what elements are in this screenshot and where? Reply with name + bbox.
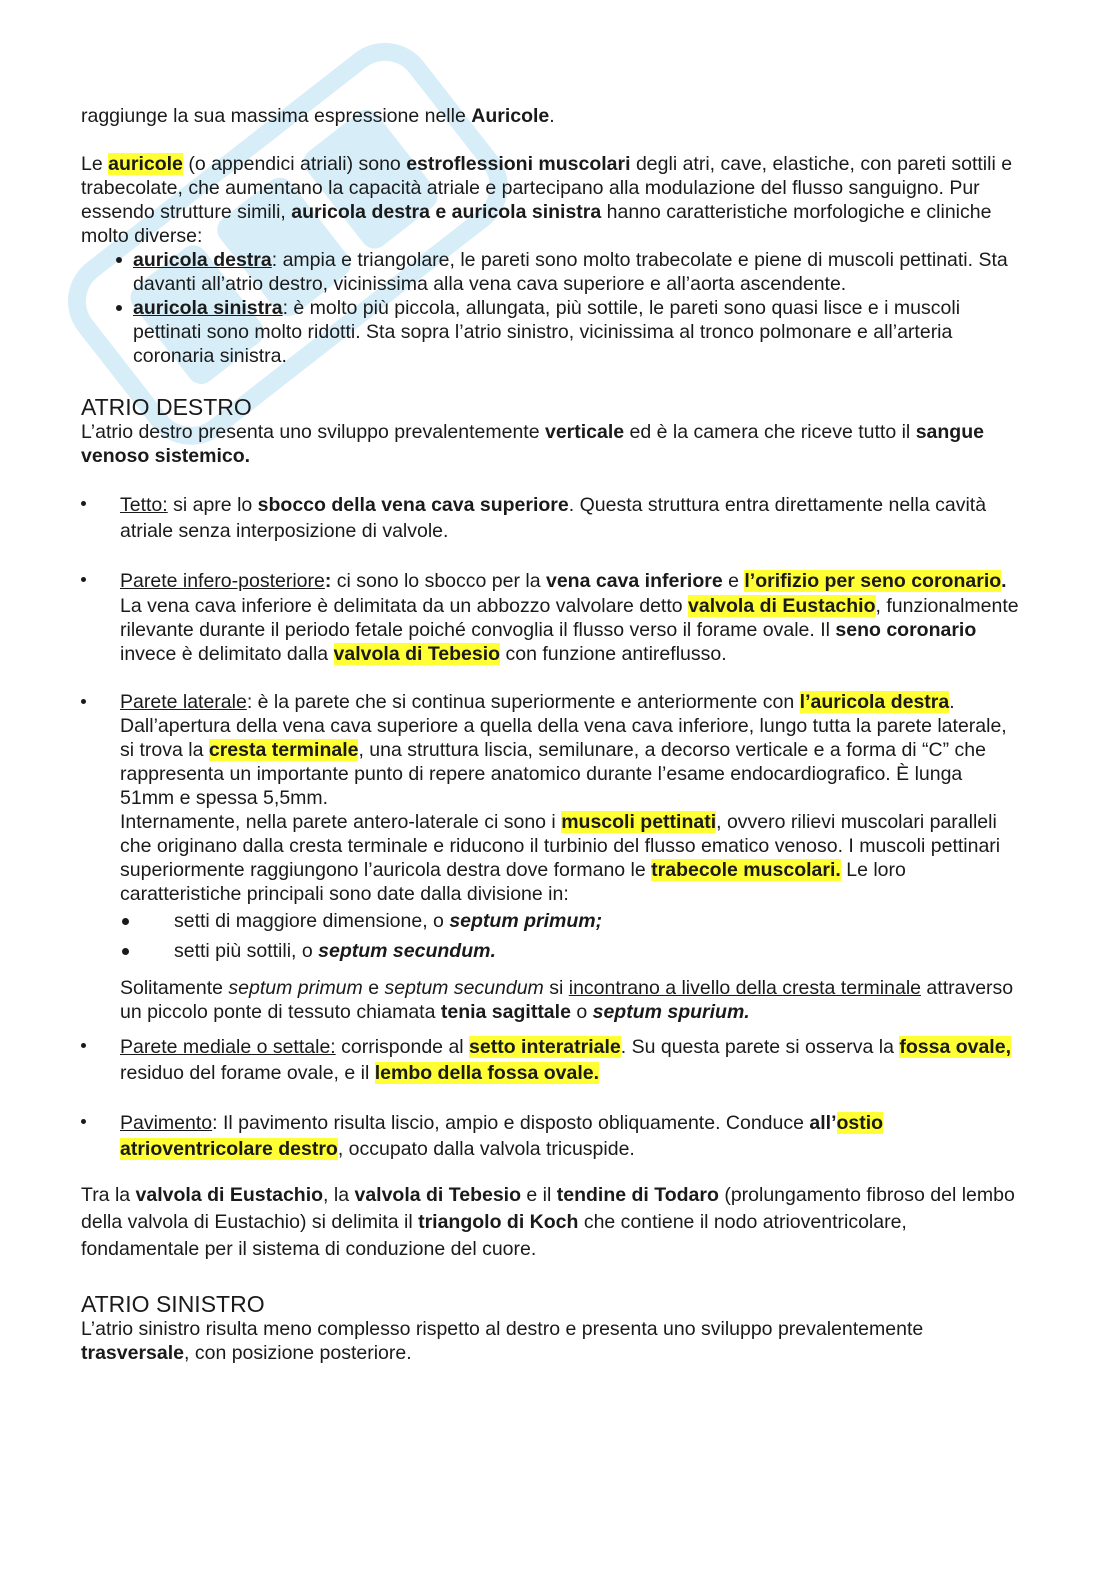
auricole-list — [81, 248, 1021, 368]
bullet-icon — [116, 305, 122, 311]
bullet-icon — [122, 948, 129, 955]
auricole-paragraph: Le auricole (o appendici atriali) sono estroflessioni muscolari degli atri, cave, elastiche, con pareti sottili e trabecolate, che aumentano la capacità atriale e partecipano alla modulazione del flusso sanguigno. Pur essendo strutture simili, auricola destra e auricola sinistra hanno caratteristiche morfologiche e cliniche molto diverse: — [81, 153, 1013, 247]
bullet-icon — [116, 257, 122, 263]
atrio-destro-intro: L’atrio destro presenta uno sviluppo prevalentemente verticale ed è la camera che riceve tutto il sangue venoso sistemico. — [81, 421, 984, 467]
septum-list — [81, 906, 1021, 966]
bullet-icon — [81, 1119, 86, 1124]
koch-paragraph: Tra la valvola di Eustachio, la valvola di Tebesio e il tendine di Todaro (prolungamento fibroso del lembo della valvola di Eustachio) si delimita il triangolo di Koch che contiene il nodo atrioventricolare, fondamentale per il sistema di conduzione del cuore. — [81, 1184, 1015, 1260]
septum-note: Solitamente septum primum e septum secundum si incontrano a livello della cresta terminale attraverso un piccolo ponte di tessuto chiamata tenia sagittale o septum spurium. — [120, 977, 1014, 1023]
bullet-icon — [81, 577, 86, 582]
document-page — [81, 104, 1021, 1365]
intro-line: raggiunge la sua massima espressione nelle Auricole. — [81, 105, 555, 127]
bullet-icon — [81, 699, 86, 704]
list-item-tetto: Tetto: si apre lo sbocco della vena cava superiore. Questa struttura entra direttamente nella cavità atriale senza interposizione di valvole. — [81, 492, 1021, 544]
bullet-icon — [81, 1043, 86, 1048]
list-item: auricola sinistra: è molto più piccola, allungata, più sottile, le pareti sono quasi lisce e i muscoli pettinati sono molto ridotti. Sta sopra l’atrio sinistro, vicinissima al tronco polmonare e all’arteria coronaria sinistra. — [133, 296, 1021, 368]
list-item: setti di maggiore dimensione, o septum primum; — [174, 906, 1021, 936]
atrio-destro-list — [81, 492, 1021, 1162]
list-item-mediale: Parete mediale o settale: corrisponde al setto interatriale. Su questa parete si osserva la fossa ovale, residuo del forame ovale, e il lembo della fossa ovale. — [81, 1034, 1021, 1086]
bullet-icon — [81, 501, 86, 506]
list-item-infero-posteriore: Parete infero-posteriore: ci sono lo sbocco per la vena cava inferiore e l’orifizio per seno coronario. La vena cava inferiore è delimitata da un abbozzo valvolare detto valvola di Eustachio, funzionalmente rilevante durante il periodo fetale poiché convoglia il flusso verso il forame ovale. Il seno coronario invece è delimitato dalla valvola di Tebesio con funzione antireflusso. — [81, 568, 1021, 666]
section-heading-atrio-destro: ATRIO DESTRO — [81, 394, 252, 420]
list-item: auricola destra: ampia e triangolare, le pareti sono molto trabecolate e piene di muscoli pettinati. Sta davanti all’atrio destro, vicinissima alla vena cava superiore e all’aorta ascendente. — [133, 248, 1021, 296]
list-item-laterale: Parete laterale: è la parete che si continua superiormente e anteriormente con l’auricola destra. Dall’apertura della vena cava superiore a quella della vena cava inferiore, lungo tutta la parete laterale, si trova la cresta terminale, una struttura liscia, semilunare, a decorso verticale e a forma di “C” che rappresenta un importante punto di repere anatomico durante l’esame endocardiografico. È lunga 51mm e spessa 5,5mm. Internamente, nella parete antero-laterale ci sono i muscoli pettinati, ovvero rilievi muscolari paralleli che originano dalla cresta terminale e riducono il turbinio del flusso ematico venoso. I muscoli pettinari superiormente raggiungono l’auricola destra dove formano le trabecole muscolari. Le loro caratteristiche principali sono date dalla divisione in: setti di maggiore dimensione, o septum primum; setti più sottili, o septum secundum. Solitamente septum primum e septum secundum si incontrano a livello della cresta terminale attraverso un piccolo ponte di tessuto chiamata tenia sagittale o septum spurium. — [81, 690, 1021, 1024]
atrio-sinistro-intro: L’atrio sinistro risulta meno complesso rispetto al destro e presenta uno sviluppo prevalentemente trasversale, con posizione posteriore. — [81, 1318, 924, 1364]
section-heading-atrio-sinistro: ATRIO SINISTRO — [81, 1291, 265, 1317]
list-item-pavimento: Pavimento: Il pavimento risulta liscio, ampio e disposto obliquamente. Conduce all’ostio atrioventricolare destro, occupato dalla valvola tricuspide. — [81, 1110, 1021, 1162]
list-item: setti più sottili, o septum secundum. — [174, 936, 1021, 966]
bullet-icon — [122, 918, 129, 925]
